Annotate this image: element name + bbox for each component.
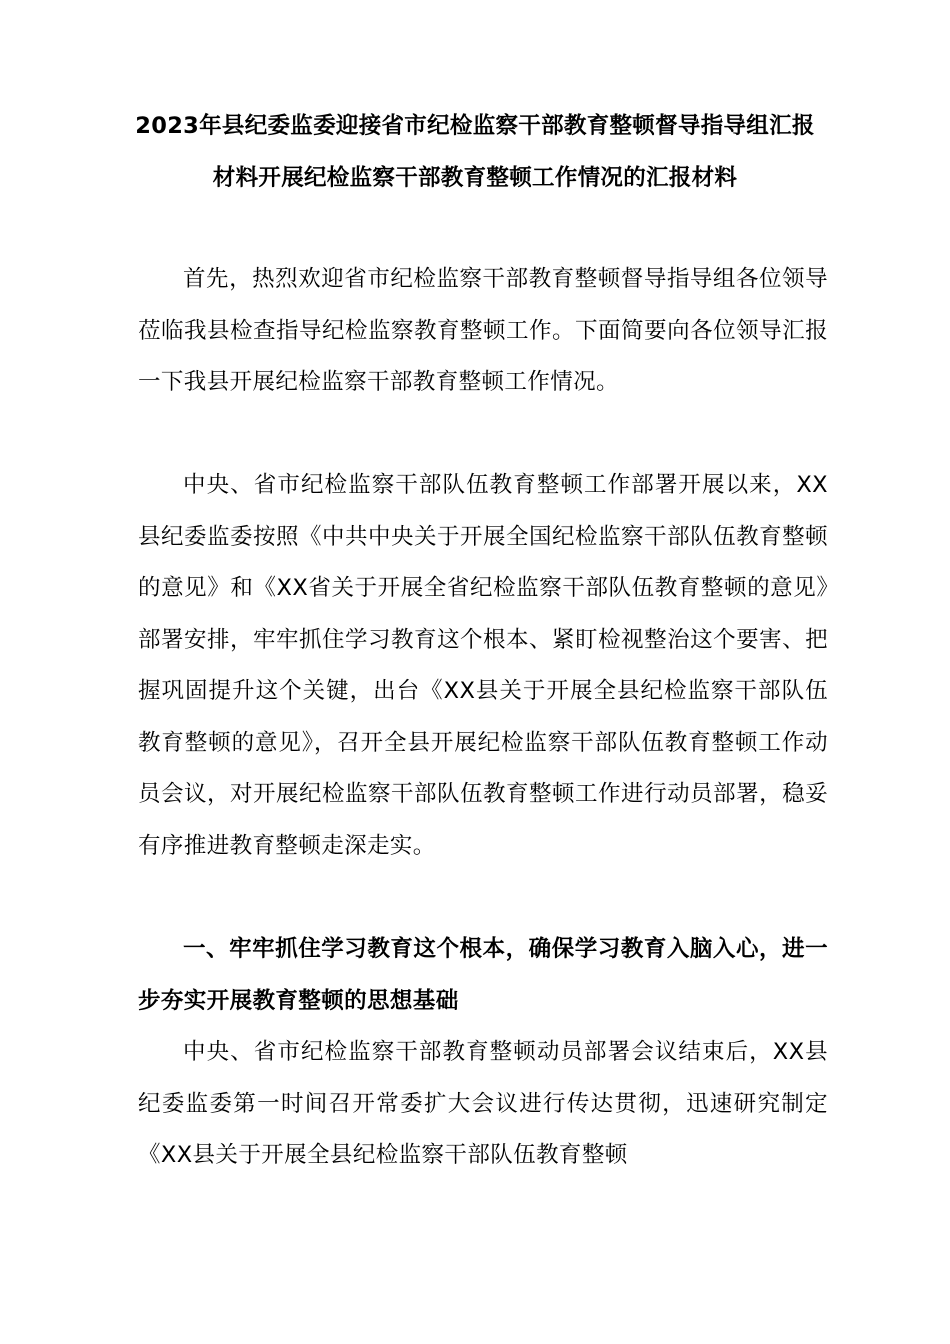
section-heading-1: 一、牢牢抓住学习教育这个根本，确保学习教育入脑入心，进一步夯实开展教育整顿的思想基础 [138, 936, 828, 1014]
paragraph-overview: 中央、省市纪检监察干部队伍教育整顿工作部署开展以来，XX县纪委监委按照《中共中央关于开展全国纪检监察干部队伍教育整顿的意见》和《XX省关于开展全省纪检监察干部队伍教育整顿的意见》部署安排，牢牢抓住学习教育这个根本、紧盯检视整治这个要害、把握巩固提升这个关键，出台《XX县关于开展全县纪检监察干部队伍教育整顿的意见》，召开全县开展纪检监察干部队伍教育整顿工作动员会议，对开展纪检监察干部队伍教育整顿工作进行动员部署，稳妥有序推进教育整顿走深走实。 [138, 472, 828, 859]
paragraph-intro: 首先，热烈欢迎省市纪检监察干部教育整顿督导指导组各位领导莅临我县检查指导纪检监察教育整顿工作。下面简要向各位领导汇报一下我县开展纪检监察干部教育整顿工作情况。 [138, 266, 828, 395]
paragraph-section-1: 中央、省市纪检监察干部教育整顿动员部署会议结束后，XX县纪委监委第一时间召开常委扩大会议进行传达贯彻，迅速研究制定《XX县关于开展全县纪检监察干部队伍教育整顿 [138, 1039, 828, 1168]
paragraph-block [138, 1027, 828, 1182]
paragraph-block [138, 460, 828, 872]
paragraph-block [138, 924, 828, 1027]
document-title: 2023年县纪委监委迎接省市纪检监察干部教育整顿督导指导组汇报材料开展纪检监察干部教育整顿工作情况的汇报材料 [135, 113, 815, 191]
paragraph-block [138, 254, 828, 409]
